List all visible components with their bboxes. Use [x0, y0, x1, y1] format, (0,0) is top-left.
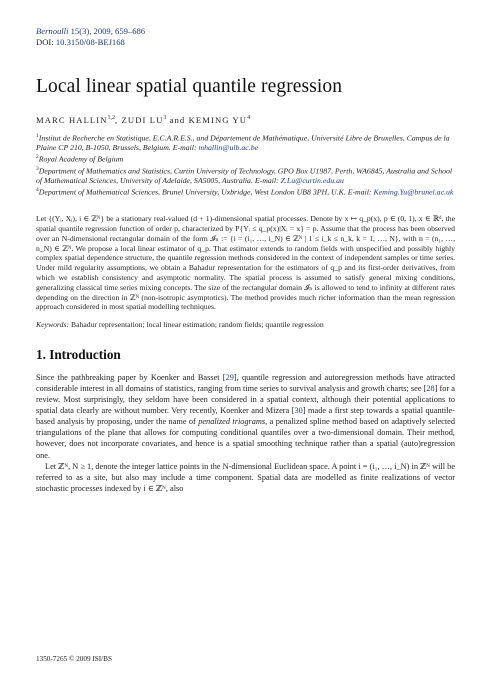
affiliation [36, 165, 455, 186]
email-link[interactable]: mhallin@ulb.ac.be [198, 143, 259, 153]
affiliation-text: Department of Mathematical Sciences, Brunel University, Uxbridge, West London UB8 3PH, U.K. E-mail: [38, 187, 374, 197]
paragraph-text: ] for a review. Most surprisingly, they seldom have been considered in a spatial context, although their potential applications to spatial data clearly are without number. Very recently, Koenker and Mizera [ [36, 384, 455, 416]
affiliation [36, 132, 455, 153]
author-list [36, 115, 455, 125]
citation-link[interactable]: 30 [294, 406, 303, 416]
author-affil-marker: 3 [163, 115, 167, 122]
author-affil-marker: 1,2 [107, 115, 116, 122]
affiliation-number: 4 [36, 186, 39, 193]
section-heading: 1. Introduction [36, 346, 121, 362]
affiliation [36, 153, 455, 164]
affiliation [36, 186, 455, 197]
copyright-footer: 1350-7265 © 2009 ISI/BS [36, 655, 112, 663]
affiliation-text: Department of Mathematics and Statistics, Curtin University of Technology, GPO Box U1987, Perth, WA6845, Australia and School of Mathematical Sciences, University of Adelaide, SA5005, Australia. E-mail: [36, 166, 453, 185]
paragraph: Let ℤᴺ, N ≥ 1, denote the integer lattice points in the N-dimensional Euclidean space. A point i = (i₁, …, i_N) in ℤᴺ will be referred to as a site, but also may include a time component. Spatial data are modelled as finite realizations of vector stochastic processes indexed by i ∈ ℤᴺ, also [36, 461, 455, 493]
affiliation-number: 1 [36, 133, 39, 139]
paper-title: Local linear spatial quantile regression [36, 76, 343, 97]
journal-name[interactable]: Bernoulli [36, 26, 69, 36]
paragraph-text: Since the pathbreaking paper by Koenker and Basset [ [36, 372, 226, 382]
doi-link[interactable]: 10.3150/08-BEJ168 [55, 37, 125, 47]
affiliation-number: 2 [36, 154, 39, 161]
doi-label: DOI: [36, 37, 54, 47]
paragraph [36, 372, 455, 461]
author-name: KEMING YU [188, 115, 248, 125]
author-name: MARC HALLIN [36, 115, 108, 125]
author-affil-marker: 4 [247, 115, 251, 122]
paragraph-text: , a penalized spline method based on adaptively selected triangulations of the plane that allows for computing conditional quantiles over a two-dimensional domain. Their method, however, does not incorporate covariates, and hence is a spatial smoothing technique rather than a spatial (auto)regression one. [36, 417, 455, 460]
journal-header [36, 26, 455, 48]
affiliation-number: 3 [36, 165, 39, 172]
email-link[interactable]: Z.Lu@curtin.edu.au [280, 175, 344, 185]
affiliation-text: Institut de Recherche en Statistique, E.C.A.R.E.S., and Département de Mathématique, Université Libre de Bruxelles, Campus de la Plaine CP 210, B-1050, Brussels, Belgium. E-mail: [36, 133, 450, 153]
keywords-label: Keywords: [36, 320, 70, 330]
paper-page [36, 26, 455, 494]
author-name: ZUDI LU [121, 115, 164, 125]
paragraph-text: ], quantile regression and autoregression methods have attracted considerable interest in all domains of statistics, ranging from time series to survival analysis and growth charts; see [ [36, 372, 455, 394]
citation-link[interactable]: 29 [225, 372, 234, 382]
section-body [36, 372, 455, 494]
journal-citation: 15(3), 2009, 659–686 [70, 26, 146, 36]
affiliation-text: Royal Academy of Belgium [38, 154, 124, 164]
abstract: Let {(Yᵢ, Xᵢ), i ∈ ℤᴺ} be a stationary real-valued (d + 1)-dimensional spatial processes. Denote by x ↦ q_p(x), p ∈ (0, 1), x ∈ ℝᵈ, the spatial quantile regression function of order p, characterized by P{Yᵢ ≤ q_p(x)|Xᵢ = x} = p. Assume that the process has been observed over an N-dimensional rectangular domain of the form 𝓘ₙ := {i = (i₁, …, i_N) ∈ ℤᴺ | 1 ≤ i_k ≤ n_k, k = 1, …, N}, with n = (n₁, …, n_N) ∈ ℤᴺ. We propose a local linear estimator of q_p. That estimator extends to random fields with unspecified and possibly highly complex spatial dependence structure, the quantile regression methods considered in the context of independent samples or time series. Under mild regularity assumptions, we obtain a Bahadur representation for the estimators of q_p and its first-order derivatives, from which we establish consistency and asymptotic normality. The spatial process is assumed to satisfy general mixing conditions, generalizing classical time series mixing concepts. The size of the rectangular domain 𝓘ₙ is allowed to tend to infinity at different rates depending on the direction in ℤᴺ (non-isotropic asymptotics). The method provides much richer information than the mean regression approach considered in most spatial modelling techniques. [36, 214, 455, 312]
citation-link[interactable]: 28 [426, 384, 435, 394]
affiliations [36, 132, 455, 197]
emphasized-term: penalized triograms [198, 417, 266, 427]
keywords-text: Bahadur representation; local linear estimation; random fields; quantile regression [69, 320, 324, 330]
author-separator: and [166, 115, 189, 125]
email-link[interactable]: Keming.Yu@brunel.ac.uk [373, 187, 454, 197]
author-separator: , [115, 115, 122, 125]
paragraph-text: ] made a first step towards a spatial quantile-based analysis by proposing, under the name of [36, 406, 455, 427]
keywords [36, 320, 455, 330]
